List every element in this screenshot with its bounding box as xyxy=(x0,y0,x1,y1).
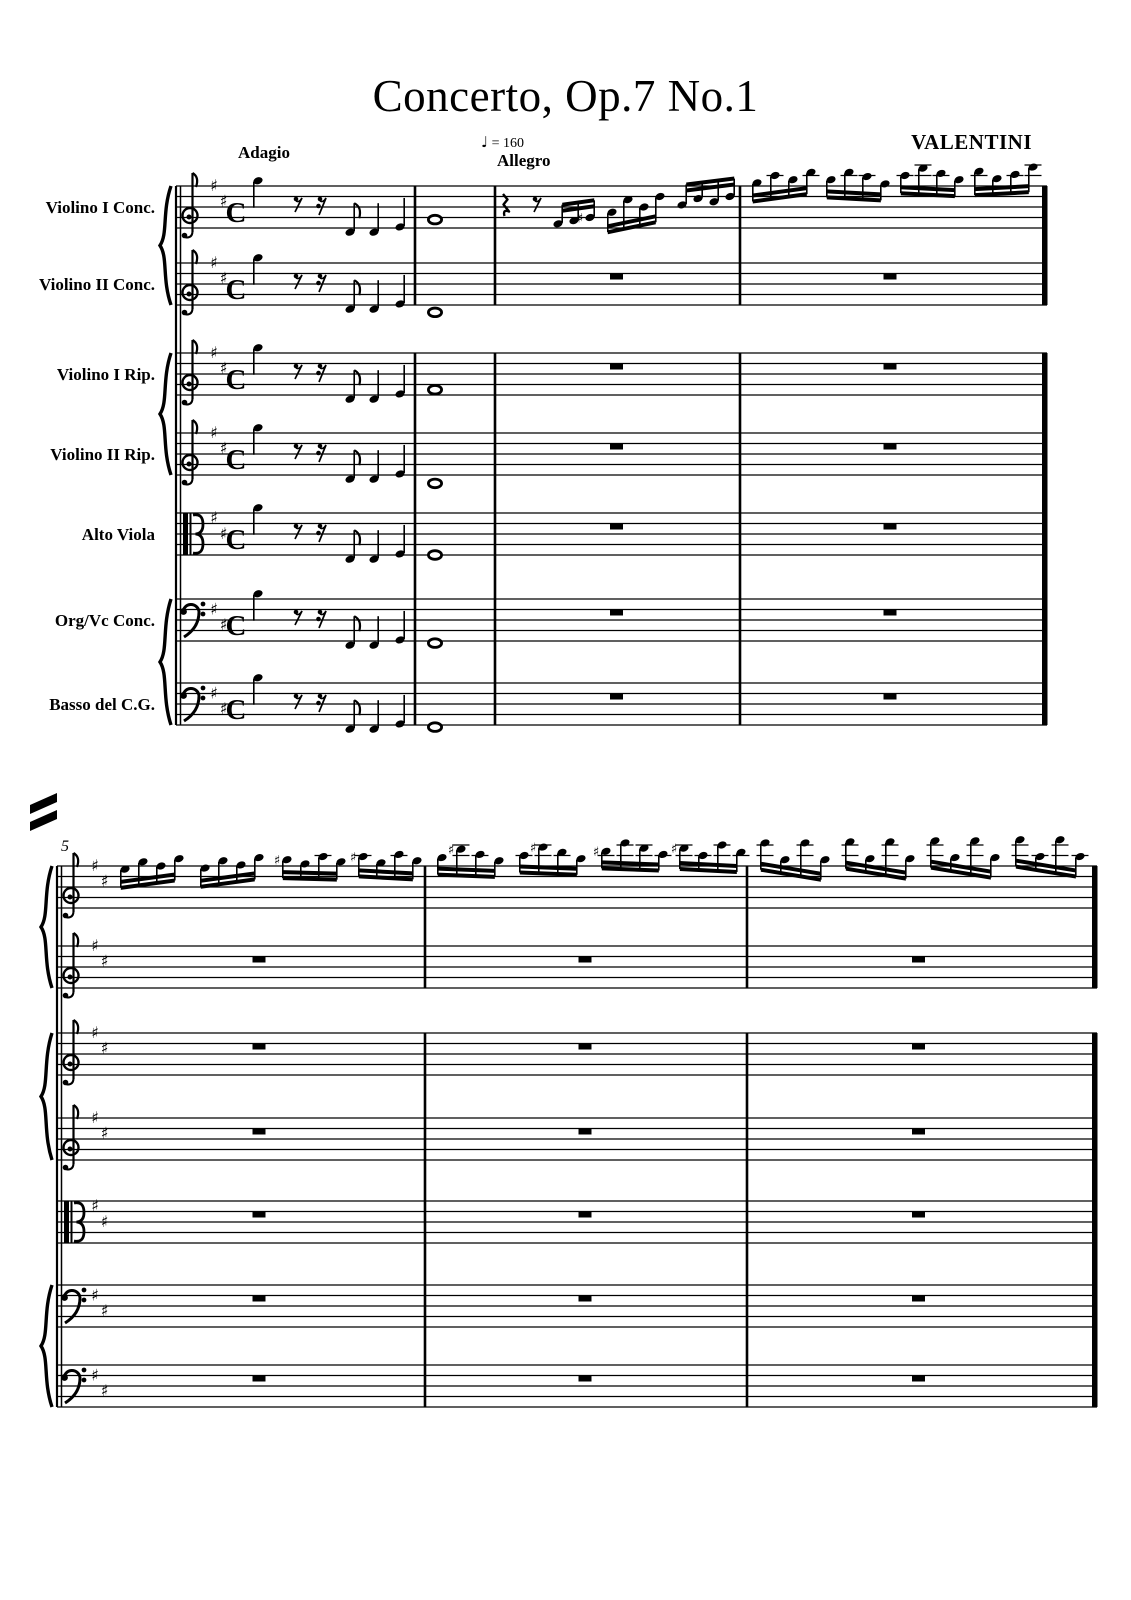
beam xyxy=(680,867,737,874)
instrument-label: Violino I Conc. xyxy=(45,198,155,217)
bass-clef-icon xyxy=(201,686,206,691)
bass-clef-icon xyxy=(82,1298,87,1303)
whole-note xyxy=(428,308,441,317)
whole-note xyxy=(428,639,441,648)
sharp-sign: ♯ xyxy=(210,508,218,528)
eighth-rest xyxy=(318,524,323,529)
sharp-sign: ♯ xyxy=(273,853,281,869)
sixteenth-rest xyxy=(316,451,321,456)
whole-measure-rest xyxy=(912,1296,925,1302)
beam xyxy=(680,861,737,868)
whole-measure-rest xyxy=(912,1129,925,1135)
whole-measure-rest xyxy=(253,1296,266,1302)
sharp-sign: ♯ xyxy=(447,843,455,858)
whole-measure-rest xyxy=(610,274,623,280)
treble-clef-icon xyxy=(187,382,192,387)
whole-note xyxy=(428,723,441,732)
whole-measure-rest xyxy=(579,1212,592,1218)
sharp-sign: ♯ xyxy=(91,1022,99,1042)
sharp-sign: ♯ xyxy=(210,175,218,195)
system-brace xyxy=(41,1033,52,1160)
eighth-rest xyxy=(294,274,299,279)
eighth-rest xyxy=(294,610,299,615)
sharp-sign: ♯ xyxy=(592,845,600,861)
eighth-rest xyxy=(294,444,299,449)
whole-measure-rest xyxy=(579,1376,592,1382)
bass-clef-icon xyxy=(201,696,206,701)
sharp-sign: ♯ xyxy=(210,683,218,703)
whole-measure-rest xyxy=(253,1376,266,1382)
treble-clef-icon xyxy=(68,1147,73,1152)
treble-clef-icon xyxy=(63,1080,69,1086)
sharp-sign: ♯ xyxy=(100,1038,109,1058)
sharp-sign: ♯ xyxy=(210,342,218,362)
alto-clef-icon xyxy=(183,513,188,555)
whole-measure-rest xyxy=(610,364,623,370)
treble-clef-icon xyxy=(187,215,192,220)
eighth-flag xyxy=(354,450,360,465)
system-separator xyxy=(30,793,57,814)
whole-measure-rest xyxy=(912,1212,925,1218)
system-brace xyxy=(160,353,171,475)
metronome-marking xyxy=(481,133,524,152)
whole-measure-rest xyxy=(912,1376,925,1382)
whole-measure-rest xyxy=(579,1129,592,1135)
sharp-sign: ♯ xyxy=(91,1365,99,1385)
system-brace xyxy=(160,186,171,305)
quarter-rest xyxy=(503,194,509,216)
composer-name: VALENTINI xyxy=(911,130,1032,154)
sharp-sign: ♯ xyxy=(91,1196,99,1216)
whole-measure-rest xyxy=(579,1044,592,1050)
sixteenth-rest xyxy=(316,617,321,622)
beam xyxy=(438,873,495,879)
measure-number: 5 xyxy=(61,838,69,855)
eighth-rest xyxy=(294,524,299,529)
common-time-signature: C xyxy=(225,444,247,476)
final-barline xyxy=(1042,353,1048,725)
sharp-sign: ♯ xyxy=(91,1107,99,1127)
eighth-flag xyxy=(354,530,360,545)
alto-clef-icon xyxy=(64,1201,69,1243)
treble-clef-icon xyxy=(187,462,192,467)
bass-clef-icon xyxy=(82,1378,87,1383)
eighth-flag xyxy=(354,370,360,385)
sixteenth-rest xyxy=(316,371,321,376)
sharp-sign: ♯ xyxy=(219,191,228,211)
instrument-label: Basso del C.G. xyxy=(49,695,155,714)
sharp-sign: ♯ xyxy=(210,422,218,442)
sharp-sign: ♯ xyxy=(219,438,228,458)
sharp-sign: ♯ xyxy=(670,841,678,857)
beam xyxy=(975,184,1029,191)
whole-measure-rest xyxy=(884,274,897,280)
whole-measure-rest xyxy=(912,957,925,963)
treble-clef-icon xyxy=(187,292,192,297)
sharp-sign: ♯ xyxy=(91,935,99,955)
sharp-sign: ♯ xyxy=(210,599,218,619)
bass-clef-icon xyxy=(201,612,206,617)
sixteenth-rest xyxy=(316,204,321,209)
whole-measure-rest xyxy=(610,444,623,450)
whole-measure-rest xyxy=(884,444,897,450)
final-barline xyxy=(1042,186,1048,305)
whole-measure-rest xyxy=(579,957,592,963)
sharp-sign: ♯ xyxy=(349,850,357,866)
sharp-sign: ♯ xyxy=(219,358,228,378)
tempo-adagio: Adagio xyxy=(238,143,290,162)
sixteenth-rest xyxy=(316,701,321,706)
whole-measure-rest xyxy=(884,694,897,700)
system-brace xyxy=(41,866,52,988)
treble-clef-icon xyxy=(68,1062,73,1067)
common-time-signature: C xyxy=(225,274,247,306)
common-time-signature: C xyxy=(225,524,247,556)
sharp-sign: ♯ xyxy=(219,615,228,635)
sharp-sign: ♯ xyxy=(100,1123,109,1143)
eighth-rest xyxy=(318,364,323,369)
final-barline xyxy=(1092,1033,1098,1407)
whole-note xyxy=(428,215,441,224)
sharp-sign: ♯ xyxy=(100,1381,109,1401)
whole-measure-rest xyxy=(610,694,623,700)
sixteenth-rest xyxy=(316,281,321,286)
whole-measure-rest xyxy=(912,1044,925,1050)
whole-measure-rest xyxy=(884,610,897,616)
whole-measure-rest xyxy=(253,1129,266,1135)
instrument-label: Violino II Conc. xyxy=(38,275,155,294)
treble-clef-icon xyxy=(182,400,188,406)
metronome-value: = 160 xyxy=(491,136,524,151)
sharp-sign: ♯ xyxy=(100,871,109,891)
bass-clef-icon xyxy=(201,602,206,607)
sharp-sign: ♯ xyxy=(100,951,109,971)
piece-title: Concerto, Op.7 No.1 xyxy=(372,71,759,121)
sharp-sign: ♯ xyxy=(576,211,584,227)
sharp-sign: ♯ xyxy=(529,840,537,856)
system-brace xyxy=(160,599,171,725)
whole-measure-rest xyxy=(579,1296,592,1302)
eighth-rest xyxy=(294,364,299,369)
beam xyxy=(827,189,881,196)
beam xyxy=(438,867,495,873)
eighth-rest xyxy=(318,694,323,699)
treble-clef-icon xyxy=(63,993,69,999)
whole-measure-rest xyxy=(610,524,623,530)
instrument-label: Alto Viola xyxy=(81,525,155,544)
treble-clef-icon xyxy=(63,913,69,919)
sharp-sign: ♯ xyxy=(210,252,218,272)
treble-clef-icon xyxy=(182,310,188,316)
beam xyxy=(520,871,577,877)
eighth-rest xyxy=(294,197,299,202)
treble-clef-icon xyxy=(182,480,188,486)
treble-clef-icon xyxy=(68,975,73,980)
system-separator xyxy=(30,810,57,831)
beam xyxy=(359,868,413,875)
common-time-signature: C xyxy=(225,694,247,726)
sharp-sign: ♯ xyxy=(91,855,99,875)
eighth-flag xyxy=(354,700,360,715)
common-time-signature: C xyxy=(225,610,247,642)
system-brace xyxy=(41,1285,52,1407)
sharp-sign: ♯ xyxy=(100,1301,109,1321)
beam xyxy=(901,191,955,198)
sharp-sign: ♯ xyxy=(100,1211,109,1231)
common-time-signature: C xyxy=(225,197,247,229)
eighth-flag xyxy=(354,616,360,631)
whole-measure-rest xyxy=(253,957,266,963)
tempo-allegro: Allegro xyxy=(497,151,551,170)
common-time-signature: C xyxy=(225,364,247,396)
instrument-label: Violino II Rip. xyxy=(50,445,155,464)
whole-measure-rest xyxy=(253,1044,266,1050)
beam xyxy=(359,874,413,881)
beam xyxy=(283,870,337,875)
sharp-sign: ♯ xyxy=(91,1285,99,1305)
eighth-flag xyxy=(354,280,360,295)
instrument-label: Org/Vc Conc. xyxy=(54,611,155,630)
sharp-sign: ♯ xyxy=(219,699,228,719)
eighth-rest xyxy=(318,610,323,615)
treble-clef-icon xyxy=(182,233,188,239)
eighth-rest xyxy=(294,694,299,699)
whole-measure-rest xyxy=(253,1212,266,1218)
quarter-note-icon: ♩ xyxy=(481,133,489,151)
treble-clef-icon xyxy=(63,1165,69,1171)
eighth-rest xyxy=(318,444,323,449)
whole-note xyxy=(428,479,441,488)
treble-clef-icon xyxy=(68,895,73,900)
whole-measure-rest xyxy=(884,524,897,530)
whole-note xyxy=(428,385,441,394)
whole-measure-rest xyxy=(610,610,623,616)
sharp-sign: ♯ xyxy=(219,268,228,288)
whole-measure-rest xyxy=(884,364,897,370)
instrument-label: Violino I Rip. xyxy=(56,365,155,384)
bass-clef-icon xyxy=(82,1288,87,1293)
eighth-rest xyxy=(318,197,323,202)
beam xyxy=(602,866,659,872)
eighth-flag xyxy=(354,203,360,218)
sixteenth-rest xyxy=(316,531,321,536)
final-barline xyxy=(1092,866,1098,988)
sharp-sign: ♯ xyxy=(219,523,228,543)
bass-clef-icon xyxy=(82,1368,87,1373)
whole-note xyxy=(428,551,441,560)
eighth-rest xyxy=(318,274,323,279)
eighth-rest xyxy=(533,197,538,202)
